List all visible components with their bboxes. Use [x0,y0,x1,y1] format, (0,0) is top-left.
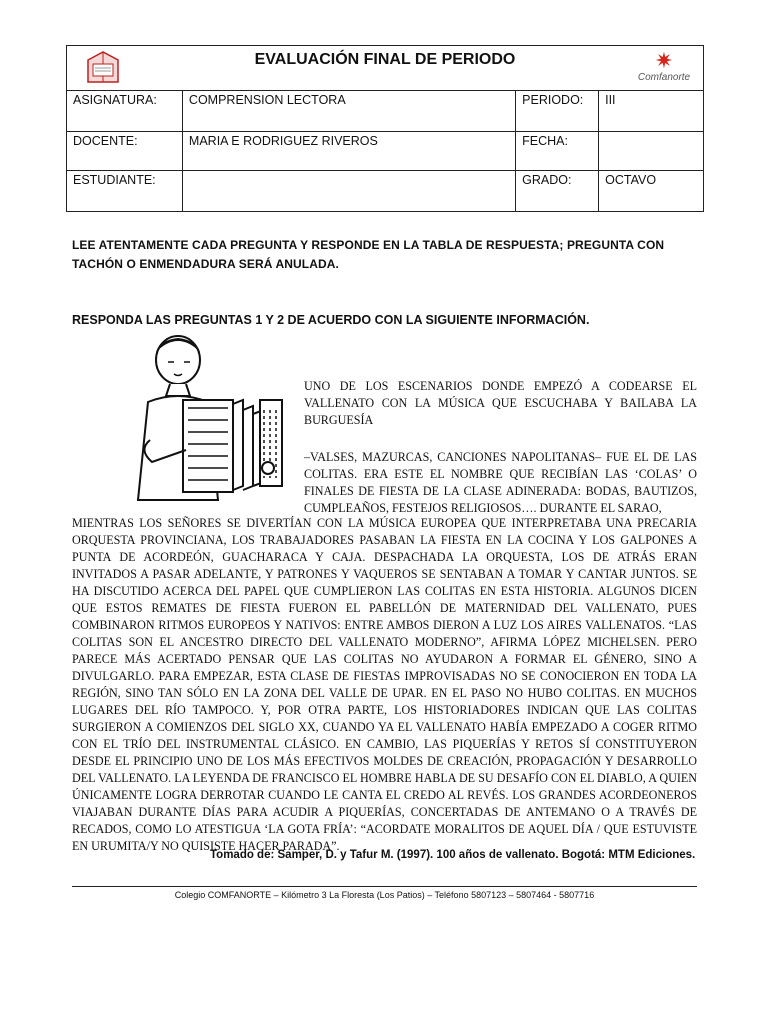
footer-divider [72,886,697,887]
text-paragraph-2: –VALSES, MAZURCAS, CANCIONES NAPOLITANAS– FUE EL DE LAS COLITAS. ERA ESTE EL NOMBRE QUE RECIBÍAN LAS ‘COLAS’ O FINALES DE FIESTA DE LA CLASE ADINERADA: BODAS, BAUTIZOS, CUMPLEAÑOS, FESTEJOS RELIGIOSOS…. DURANTE EL SARAO, [304,450,697,515]
subject-label: ASIGNATURA: [67,91,183,132]
student-value[interactable] [182,171,515,212]
period-value: III [599,91,704,132]
footer: Colegio COMFANORTE – Kilómetro 3 La Floresta (Los Patios) – Teléfono 5807123 – 5807464 - 5807716 [174,890,595,900]
comfanorte-star-icon: ✷ [654,48,674,73]
page-title: EVALUACIÓN FINAL DE PERIODO [254,51,516,68]
teacher-label: DOCENTE: [67,132,183,171]
citation: Tomado de: Samper, D. y Tafur M. (1997). 100 años de vallenato. Bogotá: MTM Ediciones. [210,849,696,861]
comfanorte-logo [629,50,699,90]
title-cell [67,46,704,91]
grade-value: OCTAVO [599,171,704,212]
brand-name: Comfanorte [637,72,691,83]
date-value[interactable] [599,132,704,171]
teacher-value: MARIA E RODRIGUEZ RIVEROS [182,132,515,171]
header-table [66,45,704,212]
student-label: ESTUDIANTE: [67,171,183,212]
section-heading: RESPONDA LAS PREGUNTAS 1 Y 2 DE ACUERDO CON LA SIGUIENTE INFORMACIÓN. [72,313,590,327]
grade-label: GRADO: [516,171,599,212]
text-paragraph-1: UNO DE LOS ESCENARIOS DONDE EMPEZÓ A CODEARSE EL VALLENATO CON LA MÚSICA QUE ESCUCHABA Y BAILABA LA BURGUESÍA [304,379,697,427]
instructions: LEE ATENTAMENTE CADA PREGUNTA Y RESPONDE EN LA TABLA DE RESPUESTA; PREGUNTA CON TACHÓN O ENMENDADURA SERÁ ANULADA. [72,238,665,271]
period-label: PERIODO: [516,91,599,132]
subject-value: COMPRENSION LECTORA [182,91,515,132]
woman-accordion-illustration [108,330,293,515]
date-label: FECHA: [516,132,599,171]
text-paragraph-3: MIENTRAS LOS SEÑORES SE DIVERTÍAN CON LA MÚSICA EUROPEA QUE INTERPRETABA UNA PRECARIA ORQUESTA PROVINCIANA, LOS TRABAJADORES PASABAN LA FIESTA EN LA COCINA Y LOS GALPONES A PUNTA DE ACORDEÓN, GUACHARACA Y CAJA. DESPACHADA LA ORQUESTA, LOS DE ATRÁS ERAN INVITADOS A PASAR ADELANTE, Y PATRONES Y VAQUEROS SE SENTABAN A TOMAR Y CANTAR JUNTOS. SE HA DISCUTIDO ACERCA DEL PAPEL QUE CUMPLIERON LAS COLITAS EN ESTA HISTORIA. ALGUNOS DICEN QUE ESTOS REMATES DE FIESTA FUERON EL PABELLÓN DE MATERNIDAD DEL VALLENATO, PUES COMBINARON RITMOS EUROPEOS Y NATIVOS: ENTRE AMBOS DIERON A LUZ LOS AIRES VALLENATOS. “LAS COLITAS SON EL ANCESTRO DIRECTO DEL VALLENATO MODERNO”, AFIRMA LÓPEZ MICHELSEN. PERO PARECE MÁS ACERTADO PENSAR QUE LAS COLITAS NO AYUDARON A FORMAR EL GÉNERO, SINO A DIVULGARLO. PARA EMPEZAR, ESTA CLASE DE FIESTAS IMPROVISADAS NO SE CONOCIERON EN TODA LA REGIÓN, SINO TAN SÓLO EN LA ZONA DEL VALLE DE UPAR. EN EL PASO NO HUBO COLITAS. EN MUCHOS LUGARES DEL RÍO TAMPOCO. Y, POR OTRA PARTE, LOS HISTORIADORES INDICAN QUE LAS COLITAS SURGIERON A COMIENZOS DEL SIGLO XX, CUANDO YA EL VALLENATO HABÍA EMPEZADO A COGER RITMO CON EL TRÍO DEL INSTRUMENTAL CLÁSICO. EN CAMBIO, LAS PIQUERÍAS Y RETOS SÍ CONSTITUYERON DESDE EL PRINCIPIO UNO DE LOS MÁS EFECTIVOS MOLDES DE CREACIÓN, PROPAGACIÓN Y DESARROLLO DEL VALLENATO. LA LEYENDA DE FRANCISCO EL HOMBRE HABLA DE SU DESAFÍO CON EL DIABLO, A QUIEN ÚNICAMENTE LOGRA DERROTAR CUANDO LE CANTA EL CREDO AL REVÉS. LOS GRANDES ACORDEONEROS VIAJABAN DURANTE DÍAS PARA ACUDIR A PIQUERÍAS, CONCERTADAS DE ANTEMANO O A TRAVÉS DE RECADOS, COMO LO ATESTIGUA ‘LA GOTA FRÍA’: “ACORDATE MORALITOS DE AQUEL DÍA / QUE ESTUVISTE EN URUMITA/Y NO QUISISTE HACER PARADA”. [72,516,697,853]
